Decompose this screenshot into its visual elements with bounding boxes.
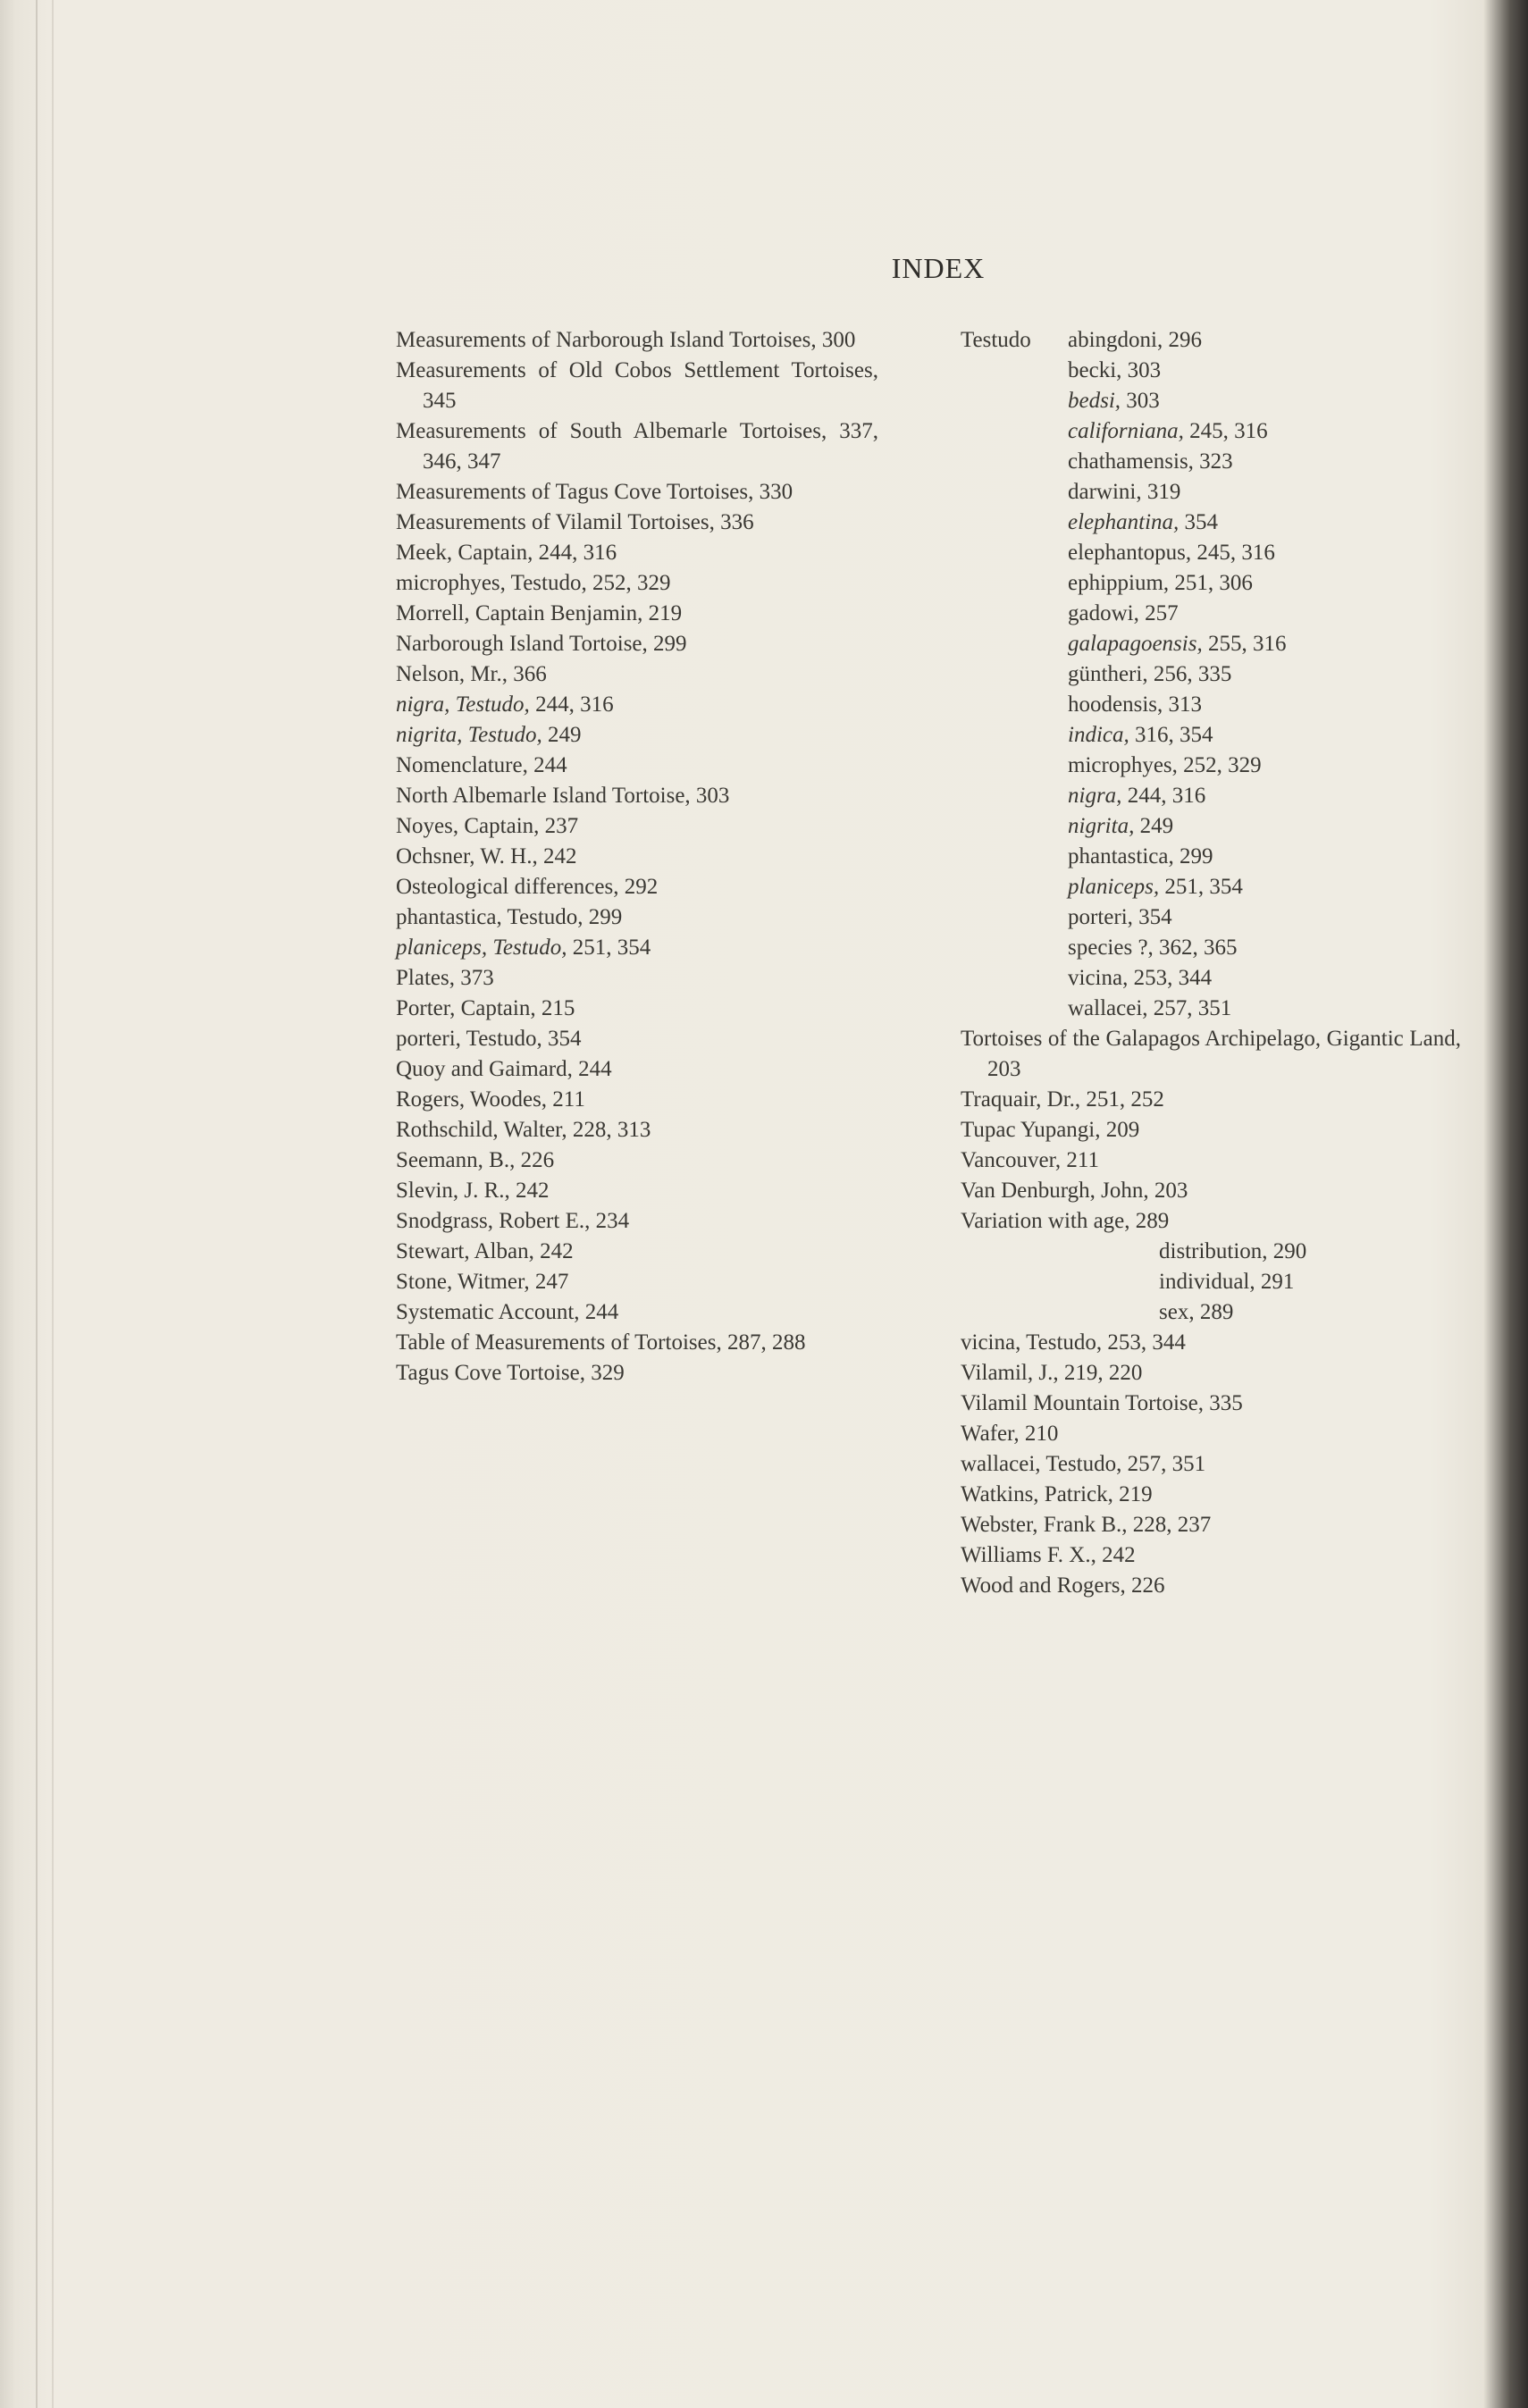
index-entry: Vancouver, 211 xyxy=(961,1148,1099,1172)
index-entry: Quoy and Gaimard, 244 xyxy=(396,1057,612,1081)
index-entry: Wood and Rogers, 226 xyxy=(961,1573,1165,1598)
testudo-subentry: microphyes, 252, 329 xyxy=(1068,753,1262,777)
testudo-subentry-pages: 354 xyxy=(1179,510,1219,534)
testudo-subentry-italic-term: nigrita, xyxy=(1068,814,1135,838)
testudo-heading-entry xyxy=(961,325,1461,356)
index-entry: Variation with age, 289 xyxy=(961,1209,1170,1233)
testudo-subentry-italic-term: californiana, xyxy=(1068,419,1184,443)
index-entry: Narborough Island Tortoise, 299 xyxy=(396,632,687,656)
testudo-subentry xyxy=(961,872,1461,902)
index-entry: Webster, Frank B., 228, 237 xyxy=(961,1513,1212,1537)
index-entry: microphyes, Testudo, 252, 329 xyxy=(396,571,671,595)
index-entry xyxy=(396,690,878,720)
index-entry: Porter, Captain, 215 xyxy=(396,996,575,1020)
index-entry-italic-term: planiceps, Testudo, xyxy=(396,936,567,960)
index-entry: Noyes, Captain, 237 xyxy=(396,814,579,838)
testudo-subentry xyxy=(961,811,1461,842)
testudo-subentry-pages: 245, 316 xyxy=(1183,419,1268,443)
variation-subentry: individual, 291 xyxy=(1159,1270,1295,1294)
index-entry: Seemann, B., 226 xyxy=(396,1148,555,1172)
index-entry-italic-term: nigrita, Testudo, xyxy=(396,723,542,747)
index-entry xyxy=(396,933,878,963)
index-entry: Tortoises of the Galapagos Archipelago, Gigantic Land, 203 xyxy=(961,1027,1461,1081)
index-entry: Measurements of Old Cobos Settlement Tortoises, 345 xyxy=(396,358,878,413)
index-entry: Tupac Yupangi, 209 xyxy=(961,1118,1140,1142)
index-entry: Measurements of Vilamil Tortoises, 336 xyxy=(396,510,754,534)
index-entry: Wafer, 210 xyxy=(961,1422,1059,1446)
index-entry: Osteological differences, 292 xyxy=(396,875,659,899)
index-entry: Ochsner, W. H., 242 xyxy=(396,844,577,868)
variation-subentry: sex, 289 xyxy=(1159,1300,1234,1324)
testudo-subentry-pages: 255, 316 xyxy=(1202,632,1287,656)
variation-subentries xyxy=(961,1237,1461,1328)
testudo-subentry-italic-term: bedsi, xyxy=(1068,389,1121,413)
testudo-subentry: gadowi, 257 xyxy=(1068,601,1179,625)
testudo-subentry xyxy=(961,629,1461,659)
index-entry: vicina, Testudo, 253, 344 xyxy=(961,1330,1186,1355)
index-entry: Slevin, J. R., 242 xyxy=(396,1179,550,1203)
testudo-subentry xyxy=(961,781,1461,811)
binding-edge-line xyxy=(36,0,38,2408)
testudo-subentry-pages: 303 xyxy=(1121,389,1160,413)
index-entry: Measurements of Tagus Cove Tortoises, 330 xyxy=(396,480,793,504)
index-entry: phantastica, Testudo, 299 xyxy=(396,905,623,929)
index-entry: Vilamil, J., 219, 220 xyxy=(961,1361,1143,1385)
index-entry: Measurements of Narborough Island Tortoises, 300 xyxy=(396,328,856,352)
page-title: INDEX xyxy=(891,252,986,284)
index-entry: Snodgrass, Robert E., 234 xyxy=(396,1209,630,1233)
index-entry: Plates, 373 xyxy=(396,966,494,990)
testudo-subentry xyxy=(961,386,1461,416)
index-column-left xyxy=(396,325,878,1389)
index-entries-tail xyxy=(961,1328,1461,1601)
index-entry: Nomenclature, 244 xyxy=(396,753,567,777)
index-entry: Stone, Witmer, 247 xyxy=(396,1270,569,1294)
testudo-subentry: phantastica, 299 xyxy=(1068,844,1213,868)
testudo-subentry: porteri, 354 xyxy=(1068,905,1172,929)
testudo-subentry-pages: 249 xyxy=(1134,814,1174,838)
index-entry: Van Denburgh, John, 203 xyxy=(961,1179,1188,1203)
testudo-subentry xyxy=(961,416,1461,447)
testudo-heading: Testudo xyxy=(961,328,1031,352)
testudo-subentry: chathamensis, 323 xyxy=(1068,449,1233,474)
testudo-subentry-italic-term: planiceps, xyxy=(1068,875,1160,899)
testudo-subentry-italic-term: indica, xyxy=(1068,723,1129,747)
index-entry: Watkins, Patrick, 219 xyxy=(961,1482,1153,1506)
testudo-subentry-italic-term: galapagoensis, xyxy=(1068,632,1203,656)
index-entry: North Albemarle Island Tortoise, 303 xyxy=(396,784,730,808)
testudo-subentry: becki, 303 xyxy=(1068,358,1162,382)
index-entry: Nelson, Mr., 366 xyxy=(396,662,547,686)
index-column-right xyxy=(961,325,1461,1601)
testudo-subentry: darwini, 319 xyxy=(1068,480,1181,504)
index-entry-italic-term: nigra, Testudo, xyxy=(396,692,530,717)
testudo-subentry: ephippium, 251, 306 xyxy=(1068,571,1253,595)
testudo-subentry-pages: 251, 354 xyxy=(1159,875,1243,899)
index-entries-mid xyxy=(961,1024,1461,1237)
testudo-subentry xyxy=(961,508,1461,538)
testudo-subentry: elephantopus, 245, 316 xyxy=(1068,541,1275,565)
testudo-subentry-italic-term: nigra, xyxy=(1068,784,1122,808)
index-entry: Rogers, Woodes, 211 xyxy=(396,1087,585,1112)
index-entry: Vilamil Mountain Tortoise, 335 xyxy=(961,1391,1243,1415)
index-entry: Systematic Account, 244 xyxy=(396,1300,619,1324)
index-entry: porteri, Testudo, 354 xyxy=(396,1027,582,1051)
testudo-subentry: vicina, 253, 344 xyxy=(1068,966,1213,990)
testudo-subentry: güntheri, 256, 335 xyxy=(1068,662,1232,686)
testudo-subentry: species ?, 362, 365 xyxy=(1068,936,1238,960)
testudo-subentry xyxy=(961,720,1461,751)
index-entry: Table of Measurements of Tortoises, 287, 288 xyxy=(396,1330,806,1355)
index-entry-pages: 251, 354 xyxy=(567,936,651,960)
testudo-subentry: wallacei, 257, 351 xyxy=(1068,996,1232,1020)
testudo-first-sub: abingdoni, 296 xyxy=(1068,328,1202,352)
index-entry: Stewart, Alban, 242 xyxy=(396,1239,574,1263)
testudo-subentry: hoodensis, 313 xyxy=(1068,692,1202,717)
testudo-subentry-pages: 316, 354 xyxy=(1129,723,1213,747)
testudo-subentry-italic-term: elephantina, xyxy=(1068,510,1180,534)
index-entry: Traquair, Dr., 251, 252 xyxy=(961,1087,1164,1112)
testudo-subentries xyxy=(961,356,1461,1024)
index-entry: Morrell, Captain Benjamin, 219 xyxy=(396,601,683,625)
index-entry-pages: 244, 316 xyxy=(529,692,614,717)
testudo-subentry-pages: 244, 316 xyxy=(1121,784,1206,808)
index-entry-pages: 249 xyxy=(542,723,582,747)
index-entry: Measurements of South Albemarle Tortoises, 337, 346, 347 xyxy=(396,419,878,474)
index-entry: Tagus Cove Tortoise, 329 xyxy=(396,1361,625,1385)
index-entry xyxy=(396,720,878,751)
index-entry: Meek, Captain, 244, 316 xyxy=(396,541,617,565)
variation-subentry: distribution, 290 xyxy=(1159,1239,1307,1263)
index-entry: Rothschild, Walter, 228, 313 xyxy=(396,1118,651,1142)
index-entry: Williams F. X., 242 xyxy=(961,1543,1136,1567)
binding-edge-line-2 xyxy=(52,0,54,2408)
index-entry: wallacei, Testudo, 257, 351 xyxy=(961,1452,1206,1476)
